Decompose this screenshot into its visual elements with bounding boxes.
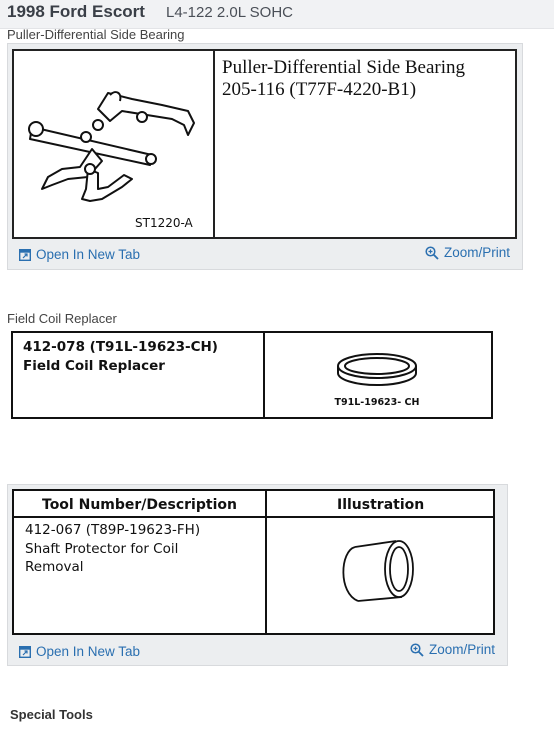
shaft-desc-line1: Shaft Protector for Coil xyxy=(25,541,179,557)
page-header xyxy=(0,0,554,29)
open-new-tab-link-2[interactable] xyxy=(19,644,140,659)
section-title-special-tools: Special Tools xyxy=(10,707,93,722)
field-coil-table xyxy=(11,331,493,419)
engine-subtitle: L4-122 2.0L SOHC xyxy=(166,4,294,21)
vehicle-title: 1998 Ford Escort xyxy=(7,2,145,21)
zoom-icon xyxy=(410,643,424,657)
field-coil-part-code: T91L-19623- CH xyxy=(334,397,420,408)
section-title-field-coil: Field Coil Replacer xyxy=(7,311,117,326)
open-new-tab-link-1[interactable] xyxy=(19,247,140,262)
figure-image-puller[interactable] xyxy=(12,49,517,239)
puller-diagram xyxy=(12,49,517,239)
figure-image-shaft-protector[interactable] xyxy=(12,489,495,635)
puller-caption-line1: Puller-Differential Side Bearing xyxy=(222,57,466,78)
shaft-desc-line2: Removal xyxy=(25,559,84,575)
shaft-tool-number: 412-067 (T89P-19623-FH) xyxy=(25,522,201,538)
puller-caption-line2: 205-116 (T77F-4220-B1) xyxy=(222,79,417,100)
open-new-tab-label-2: Open In New Tab xyxy=(36,644,141,659)
zoom-print-link-2[interactable] xyxy=(410,642,495,657)
zoom-print-link-1[interactable] xyxy=(425,245,510,260)
zoom-icon xyxy=(425,246,439,260)
col-header-illustration: Illustration xyxy=(337,497,425,513)
section-title-puller: Puller-Differential Side Bearing xyxy=(7,27,185,42)
zoom-print-label-1: Zoom/Print xyxy=(444,245,511,260)
field-coil-tool-number: 412-078 (T91L-19623-CH) xyxy=(23,339,218,355)
col-header-tool: Tool Number/Description xyxy=(42,497,237,513)
field-coil-tool-name: Field Coil Replacer xyxy=(23,358,165,374)
figure-card-puller xyxy=(7,43,523,270)
zoom-print-label-2: Zoom/Print xyxy=(429,642,496,657)
figure-image-field-coil[interactable] xyxy=(11,331,493,419)
open-new-tab-icon xyxy=(19,646,31,658)
open-new-tab-icon xyxy=(19,249,31,261)
figure-card-shaft-protector xyxy=(7,484,508,666)
open-new-tab-label-1: Open In New Tab xyxy=(36,247,141,262)
shaft-protector-table xyxy=(12,489,495,635)
figure-code: ST1220-A xyxy=(135,216,193,230)
